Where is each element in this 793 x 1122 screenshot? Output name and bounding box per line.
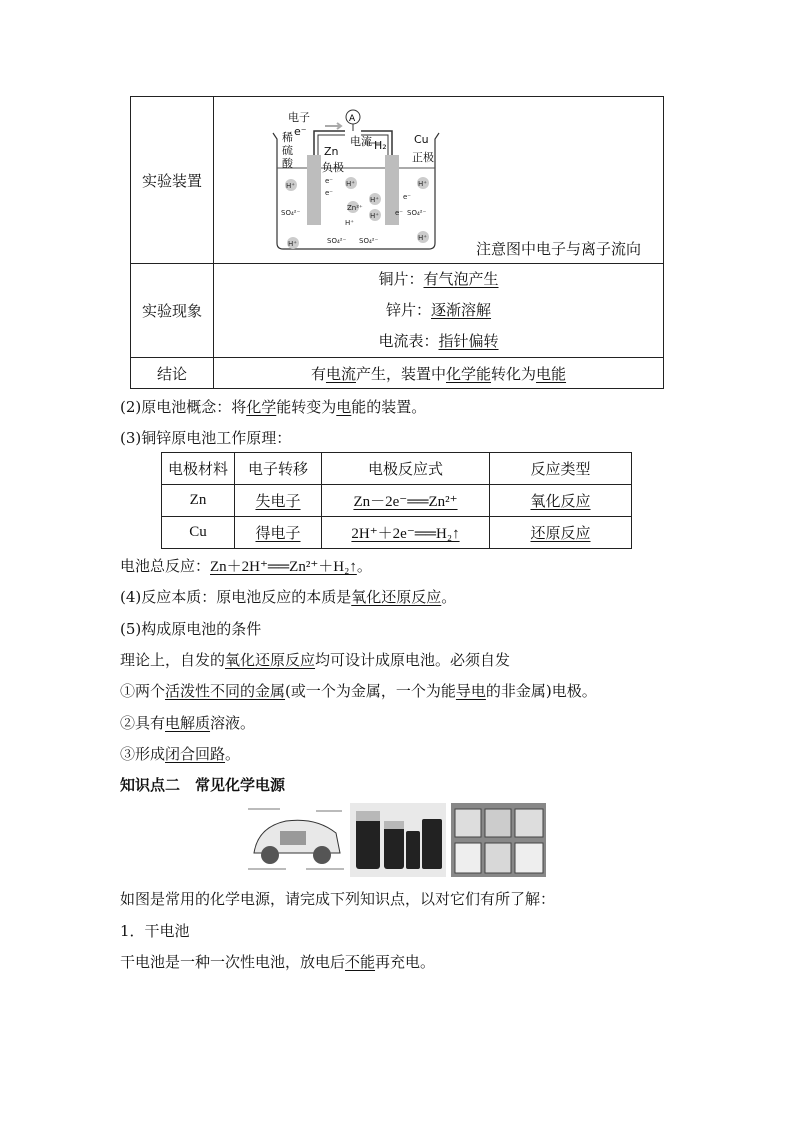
dry-cell-text: 干电池是一种一次性电池，放电后不能再充电。 (120, 953, 436, 971)
header-cell: 电极材料 (162, 453, 235, 485)
negative-electrode-label: 负极 (322, 161, 344, 174)
condition-3: ③形成闭合回路。 (120, 745, 241, 763)
e-label: e⁻ (294, 125, 307, 138)
svg-text:SO₄²⁻: SO₄²⁻ (327, 237, 347, 245)
svg-text:H⁺: H⁺ (346, 180, 355, 188)
row-label-apparatus: 实验装置 (131, 97, 214, 264)
svg-text:SO₄²⁻: SO₄²⁻ (281, 209, 301, 217)
intro-text: 如图是常用的化学电源，请完成下列知识点，以对它们有所了解： (120, 890, 556, 908)
svg-text:H⁺: H⁺ (288, 240, 297, 248)
reaction-essence: (4)反应本质：原电池反应的本质是氧化还原反应。 (120, 588, 457, 606)
dry-cell-title: 1．干电池 (120, 922, 190, 940)
zn-label: Zn (324, 145, 339, 158)
lead-acid-batteries-image (451, 803, 546, 877)
svg-text:e⁻: e⁻ (325, 177, 334, 185)
current-label: 电流 (350, 135, 372, 148)
header-cell: 电极反应式 (322, 453, 490, 485)
svg-text:H⁺: H⁺ (345, 219, 354, 227)
header-cell: 反应类型 (490, 453, 632, 485)
phenomena-cell (214, 264, 664, 358)
svg-text:H⁺: H⁺ (370, 196, 379, 204)
svg-text:H⁺: H⁺ (370, 212, 379, 220)
table-row: Zn 失电子 Zn－2e⁻══Zn²⁺ 氧化反应 (162, 485, 632, 517)
phenomenon-zinc: 锌片：逐渐溶解 (385, 301, 492, 319)
svg-text:Zn²⁺: Zn²⁺ (347, 204, 363, 212)
svg-text:SO₄²⁻: SO₄²⁻ (407, 209, 427, 217)
svg-text:H⁺: H⁺ (418, 180, 427, 188)
experiment-table (130, 96, 664, 389)
table-row: Cu 得电子 2H⁺＋2e⁻══H₂↑ 还原反应 (162, 517, 632, 549)
h2-label: H₂ (374, 139, 387, 152)
svg-text:SO₄²⁻: SO₄²⁻ (359, 237, 379, 245)
apparatus-cell (214, 97, 664, 264)
phenomenon-ammeter: 电流表：指针偏转 (378, 332, 499, 350)
svg-text:e⁻: e⁻ (325, 189, 334, 197)
total-reaction: 电池总反应：Zn＋2H⁺══Zn²⁺＋H₂↑。 (120, 557, 372, 575)
theory-line: 理论上，自发的氧化还原反应均可设计成原电池。必须自发 (120, 651, 511, 669)
condition-1: ①两个活泼性不同的金属(或一个为金属，一个为能导电的非金属)电极。 (120, 682, 597, 700)
svg-text:H⁺: H⁺ (418, 234, 427, 242)
row-label-phenomena: 实验现象 (131, 264, 214, 358)
condition-2: ②具有电解质溶液。 (120, 714, 256, 732)
svg-text:e⁻: e⁻ (403, 193, 412, 201)
principle-title: (3)铜锌原电池工作原理： (120, 429, 292, 447)
conclusion-cell: 有电流产生，装置中化学能转化为电能 (214, 358, 664, 389)
phenomenon-copper: 铜片：有气泡产生 (378, 270, 499, 288)
positive-electrode-label: 正极 (412, 151, 434, 164)
electron-label: 电子 (288, 111, 310, 124)
svg-text:H⁺: H⁺ (286, 182, 295, 190)
diagram-note: 注意图中电子与离子流向 (475, 240, 641, 258)
section-2-title: 知识点二 常见化学电源 (120, 776, 286, 794)
row-label-conclusion: 结论 (131, 358, 214, 389)
svg-text:e⁻: e⁻ (395, 209, 404, 217)
acid-label: 稀 硫 酸 (282, 131, 293, 170)
dry-cell-batteries-image (350, 803, 446, 877)
concept-line: (2)原电池概念：将化学能转变为电能的装置。 (120, 398, 427, 416)
header-cell: 电子转移 (235, 453, 322, 485)
conditions-title: (5)构成原电池的条件 (120, 620, 262, 638)
svg-text:A: A (349, 114, 356, 124)
car-cutaway-image (246, 803, 346, 877)
cu-label: Cu (414, 133, 429, 146)
principle-table (161, 452, 632, 549)
